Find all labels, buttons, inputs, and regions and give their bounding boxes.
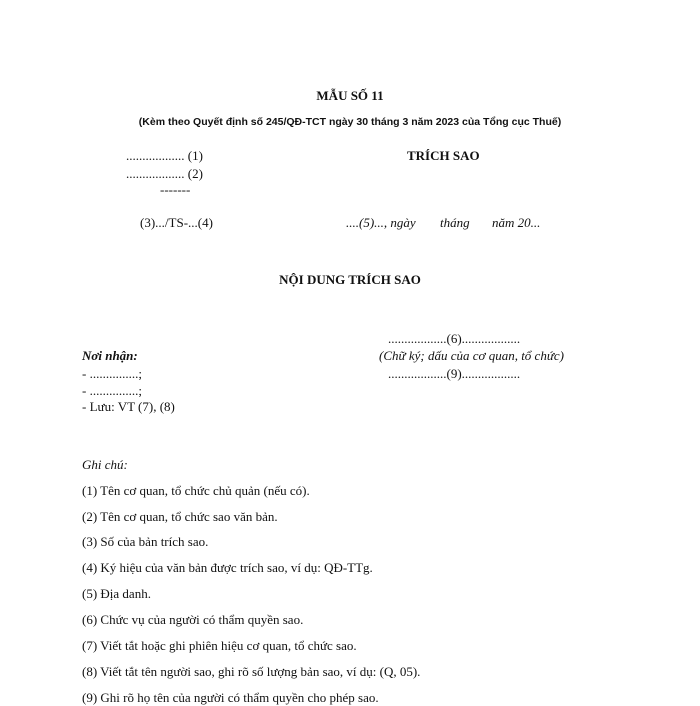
recipients-label: Nơi nhận: xyxy=(82,348,138,363)
form-title: MẪU SỐ 11 xyxy=(316,88,384,103)
content-heading: NỘI DUNG TRÍCH SAO xyxy=(279,272,421,287)
note-item: (3) Số của bản trích sao. xyxy=(82,534,209,549)
date-month: tháng xyxy=(440,215,470,230)
parent-org-line: .................. (1) xyxy=(126,148,203,163)
signer-name-line: ..................(9).................. xyxy=(388,366,521,381)
document-number-line: (3).../TS-...(4) xyxy=(140,215,213,230)
document-type: TRÍCH SAO xyxy=(407,148,480,163)
date-year: năm 20... xyxy=(492,215,541,230)
note-item: (8) Viết tắt tên người sao, ghi rõ số lượng bản sao, ví dụ: (Q, 05). xyxy=(82,664,421,679)
recipient-item: - ...............; xyxy=(82,366,142,381)
note-item: (4) Ký hiệu của văn bản được trích sao, ví dụ: QĐ-TTg. xyxy=(82,560,373,575)
archive-item: - Lưu: VT (7), (8) xyxy=(82,399,175,414)
recipient-item: - ...............; xyxy=(82,383,142,398)
notes-label: Ghi chú: xyxy=(82,457,128,472)
note-item: (5) Địa danh. xyxy=(82,586,151,601)
header-divider: ------- xyxy=(160,182,191,197)
signature-caption: (Chữ ký; dấu của cơ quan, tổ chức) xyxy=(379,348,565,363)
date-place: ....(5)..., ngày xyxy=(346,215,416,230)
note-item: (2) Tên cơ quan, tổ chức sao văn bản. xyxy=(82,509,278,524)
note-item: (1) Tên cơ quan, tổ chức chủ quản (nếu có). xyxy=(82,483,310,498)
form-subtitle: (Kèm theo Quyết định số 245/QĐ-TCT ngày 30 tháng 3 năm 2023 của Tổng cục Thuế) xyxy=(138,116,562,128)
copying-org-line: .................. (2) xyxy=(126,166,203,181)
note-item: (7) Viết tắt hoặc ghi phiên hiệu cơ quan, tổ chức sao. xyxy=(82,638,357,653)
note-item: (9) Ghi rõ họ tên của người có thẩm quyền cho phép sao. xyxy=(82,690,379,705)
signer-title-line: ..................(6).................. xyxy=(388,331,521,346)
note-item: (6) Chức vụ của người có thẩm quyền sao. xyxy=(82,612,304,627)
